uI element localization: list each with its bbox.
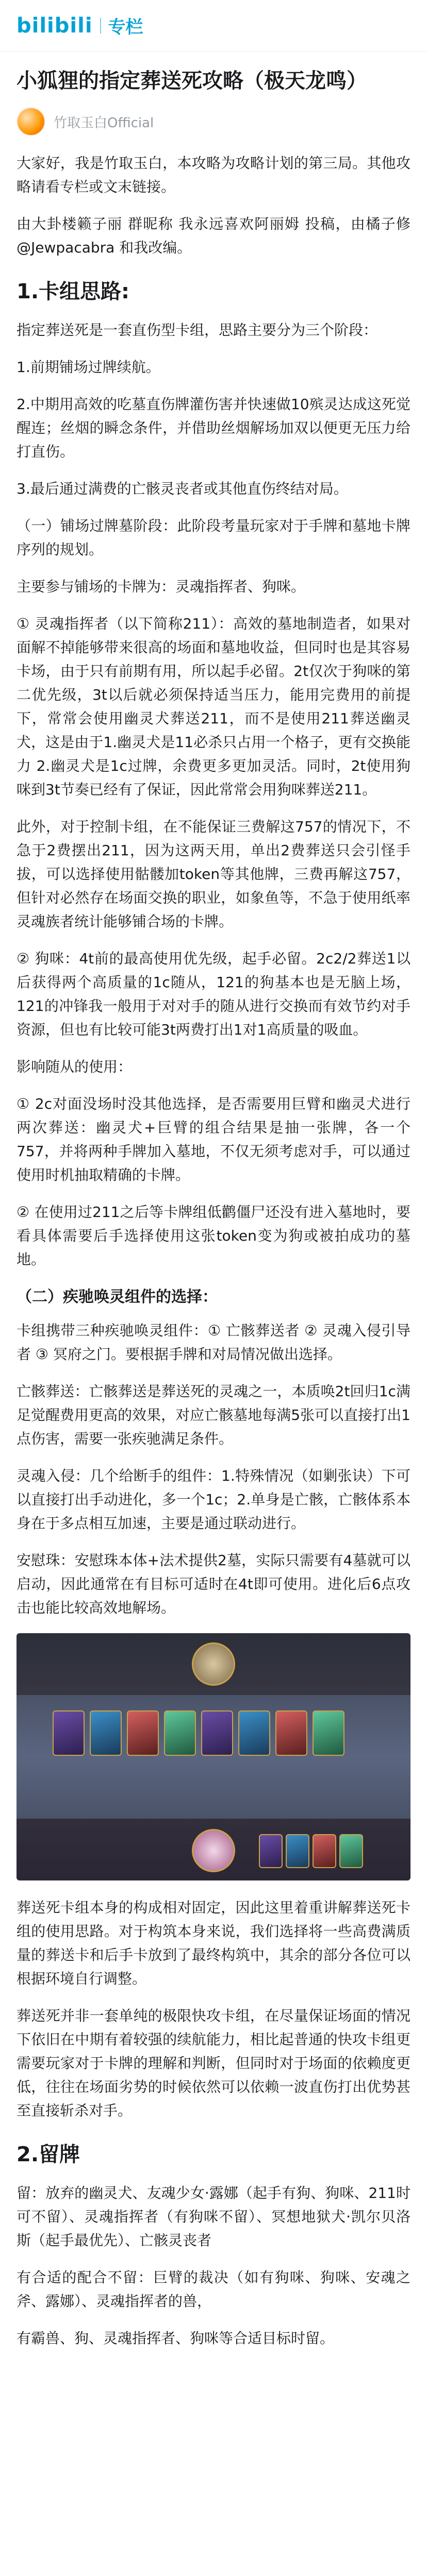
hand-card: [286, 1834, 309, 1868]
hand-card: [259, 1834, 283, 1868]
body-paragraph: 主要参与铺场的卡牌为：灵魂指挥者、狗咪。: [17, 578, 306, 595]
article-title: 小狐狸的指定葬送死攻略（极天龙鸣）: [17, 69, 367, 93]
bilibili-column-logo[interactable]: [17, 13, 143, 38]
body-paragraph: ① 灵魂指挥者（以下简称211）：高效的墓地制造者，如果对面解不掉能够带来很高的场面和墓地收益，但同时也是其容易卡场，由于只有前期有用，所以起手必留。2t仅次于狗咪的第二优先级，3t以后就必须保持适当压力，能用完费用的前提下，常常会使用幽灵犬葬送211，而不是使用211葬送幽灵犬，这是由于1.幽灵犬是11必杀只占用一个格子，更有交换能力 2.幽灵犬是1c过牌，余费更多更加灵活。同时，2t使用狗咪到3t节奏已经有了保证，因此常常会用狗咪葬送211。: [17, 615, 410, 798]
game-screenshot: [17, 1633, 410, 1880]
board-card: [164, 1710, 196, 1756]
top-bar: [0, 0, 427, 52]
subsection-heading: （二）疾驰唤灵组件的选择：: [17, 1288, 218, 1306]
board-card: [275, 1710, 307, 1756]
player-leader-portrait: [192, 1829, 235, 1872]
body-paragraph: 灵魂入侵：几个给断手的组件：1.特殊情况（如剿张诀）下可以直接打出手动进化，多一个1c；2.单身是亡骸，亡骸体系本身在于多点相互加速，主要是通过联动进行。: [17, 1467, 410, 1532]
column-label: 专栏: [108, 17, 143, 38]
body-paragraph: 葬送死卡组本身的构成相对固定，因此这里着重讲解葬送死卡组的使用思路。对于构筑本身来说，我们选择将一些高费满质量的葬送卡和后手卡放到了最终构筑中，其余的部分各位可以根据环境自行调整。: [17, 1899, 410, 1987]
body-paragraph: （一）铺场过牌墓阶段：此阶段考量玩家对于手牌和墓地卡牌序列的规划。: [17, 517, 410, 558]
intro-paragraph: 由大卦楼籁子丽 群昵称 我永远喜欢阿丽姆 投稿，由橘子修@Jewpacabra 和我改编。: [17, 215, 410, 256]
body-paragraph: 影响随从的使用：: [17, 1058, 133, 1075]
author-avatar[interactable]: [17, 107, 45, 136]
body-paragraph: 有合适的配合不留：巨臂的裁决（如有狗咪、狗咪、安魂之斧、露娜）、灵魂指挥者的兽，: [17, 2269, 410, 2310]
author-info[interactable]: [17, 107, 410, 136]
body-paragraph: 此外，对于控制卡组，在不能保证三费解这757的情况下，不急于2费摆出211，因为这两天用，单出2费葬送只会引怪手拔，可以选择使用骷髅加token等其他牌，三费再解这757，但针对必然存在场面交换的职业，如象鱼等，不急于使用纸率灵魂族者统计能够铺合场的卡牌。: [17, 818, 410, 930]
article-content: [0, 52, 427, 2350]
body-paragraph: ① 2c对面没场时没其他选择，是否需要用巨臂和幽灵犬进行两次葬送：幽灵犬+巨臂的组合结果是抽一张牌，各一个757，并将两种手牌加入墓地，不仅无须考虑对手，可以通过使用时机抽取精确的卡牌。: [17, 1095, 410, 1183]
body-paragraph: 卡组携带三种疾驰唤灵组件：① 亡骸葬送者 ② 灵魂入侵引导者 ③ 冥府之门。要根据手牌和对局情况做出选择。: [17, 1322, 410, 1363]
body-paragraph: 安慰珠：安慰珠本体+法术提供2墓，实际只需要有4墓就可以启动，因此通常在有目标可适时在4t即可使用。进化后6点攻击也能比较高效地解场。: [17, 1552, 410, 1616]
board-card: [201, 1710, 233, 1756]
logo-divider: [100, 18, 101, 33]
opponent-leader-portrait: [192, 1642, 235, 1686]
body-paragraph: 1.前期铺场过牌续航。: [17, 359, 160, 376]
board-card: [53, 1710, 85, 1756]
section-heading: 1.卡组思路:: [17, 280, 130, 303]
bilibili-logo: bilibili: [17, 13, 93, 38]
board-card: [238, 1710, 270, 1756]
author-name[interactable]: 竹取玉白Official: [54, 115, 154, 131]
body-paragraph: ② 狗咪：4t前的最高使用优先级，起手必留。2c2/2葬送1以后获得两个高质量的1c随从，121的狗基本也是无脑上场，121的冲锋我一般用于对对手的随从进行交换而有效节约对手资源，但也有比较可能3t两费打出1对1高质量的吸血。: [17, 950, 410, 1038]
body-paragraph: 3.最后通过满费的亡骸灵丧者或其他直伤终结对局。: [17, 480, 348, 497]
body-paragraph: ② 在使用过211之后等卡牌组低鹳僵尸还没有进入墓地时，要看具体需要后手选择使用这张token变为狗或被拍成功的墓地。: [17, 1204, 410, 1268]
intro-paragraph: 大家好，我是竹取玉白，本攻略为攻略计划的第三局。其他攻略请看专栏或文末链接。: [17, 155, 410, 195]
hand-card: [313, 1834, 336, 1868]
board-card: [127, 1710, 159, 1756]
section-heading: 2.留牌: [17, 2143, 80, 2166]
body-paragraph: 指定葬送死是一套直伤型卡组，思路主要分为三个阶段：: [17, 321, 378, 338]
board-card: [90, 1710, 122, 1756]
body-paragraph: 2.中期用高效的吃墓直伤牌灌伤害并快速做10殡灵达成这死觉醒连；丝烟的瞬念条件，并借助丝烟解场加双以便更无压力给打直伤。: [17, 396, 410, 460]
body-paragraph: 有霸兽、狗、灵魂指挥者、狗咪等合适目标时留。: [17, 2330, 335, 2347]
body-paragraph: 葬送死并非一套单纯的极限快攻卡组，在尽量保证场面的情况下依旧在中期有着较强的续航能力，相比起普通的快攻卡组更需要玩家对于卡牌的理解和判断，但同时对于场面的依赖度更低，往往在场面劣势的时候依然可以依赖一波直伤打出优势甚至直接斩杀对手。: [17, 2007, 410, 2119]
hand-cards: [259, 1834, 363, 1868]
body-paragraph: 亡骸葬送：亡骸葬送是葬送死的灵魂之一，本质唤2t回归1c满足觉醒费用更高的效果，对应亡骸墓地每满5张可以直接打出1点伤害，需要一张疾驰满足条件。: [17, 1383, 410, 1447]
board-card: [313, 1710, 344, 1756]
hand-card: [339, 1834, 363, 1868]
board-cards: [53, 1710, 344, 1756]
body-paragraph: 留：放弃的幽灵犬、友魂少女·露娜（起手有狗、狗咪、211时可不留）、灵魂指挥者（有狗咪不留）、冥想地狱犬·凯尔贝洛斯（起手最优先）、亡骸灵丧者: [17, 2184, 410, 2249]
